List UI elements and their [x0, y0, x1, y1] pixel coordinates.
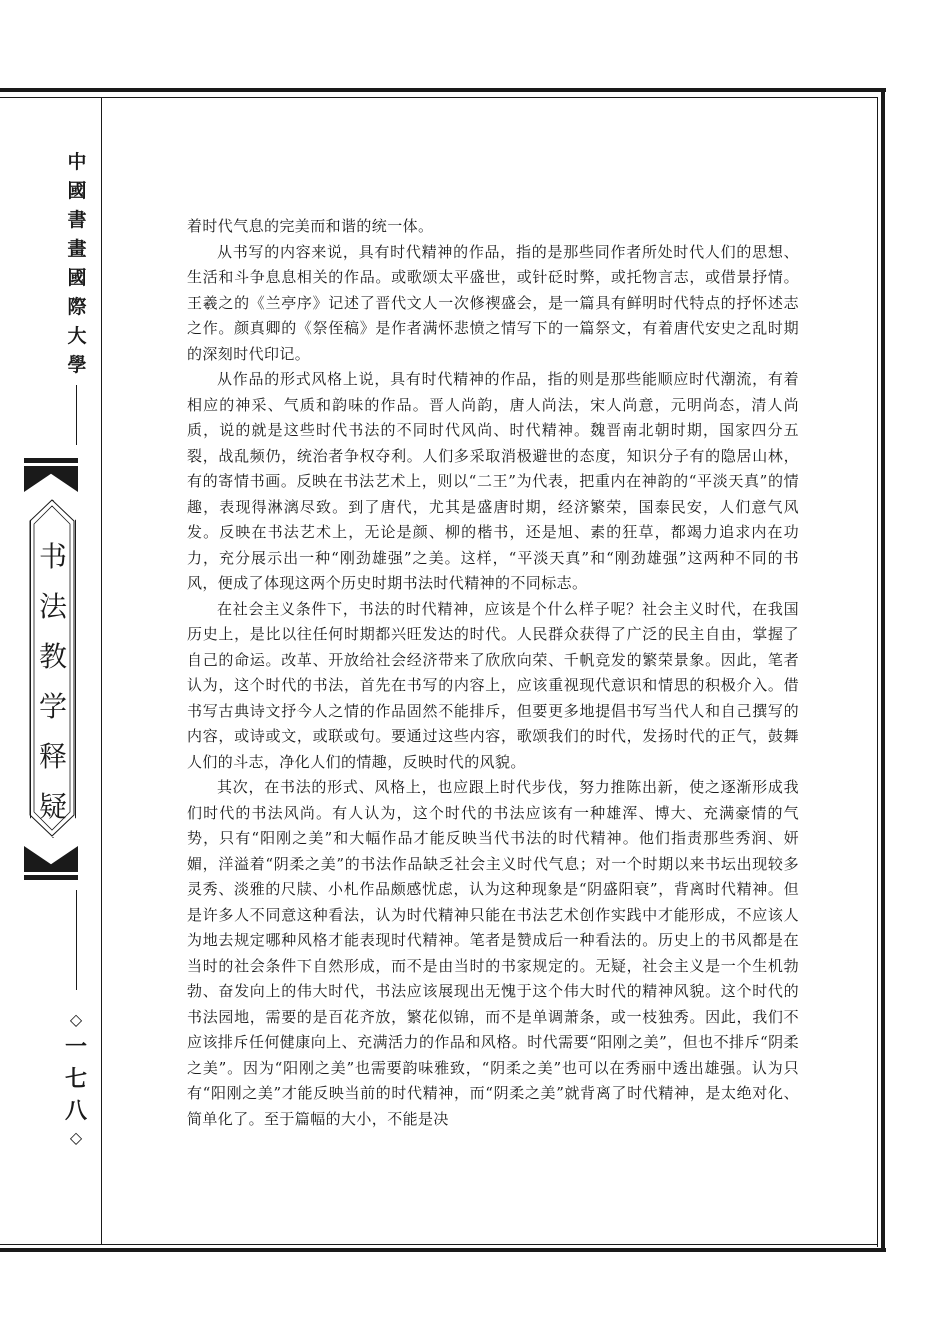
sidebar-rule-upper — [76, 385, 77, 445]
university-char: 畫 — [67, 238, 87, 260]
banner-top-ornament — [24, 458, 78, 492]
university-char: 大 — [67, 325, 87, 347]
book-title-char: 教 — [38, 640, 67, 673]
page-frame-bottom-border — [0, 1248, 886, 1252]
diamond-icon: ◇ — [69, 1128, 83, 1147]
body-text — [187, 214, 799, 1132]
university-char: 國 — [67, 267, 87, 289]
paragraph: 其次，在书法的形式、风格上，也应跟上时代步伐，努力推陈出新，使之逐渐形成我们时代的书法风尚。有人认为，这个时代的书法应该有一种雄浑、博大、充满豪情的气势，只有“阳刚之美”和大幅作品才能反映当代书法的时代精神。他们指责那些秀润、妍媚，洋溢着“阴柔之美”的书法作品缺乏社会主义时代气息；对一个时期以来书坛出现较多灵秀、淡雅的尺牍、小札作品颇感忧虑，认为这种现象是“阴盛阳衰”，背离时代精神。但是许多人不同意这种看法，认为时代精神只能在书法艺术创作实践中才能形成，不应该人为地去规定哪种风格才能表现时代精神。笔者是赞成后一种看法的。历史上的书风都是在当时的社会条件下自然形成，而不是由当时的书家规定的。无疑，社会主义是一个生机勃勃、奋发向上的伟大时代，书法应该展现出无愧于这个伟大时代的精神风貌。这个时代的书法园地，需要的是百花齐放，繁花似锦，而不是单调萧条，或一枝独秀。因此，我们不应该排斥任何健康向上、充满活力的作品和风格。时代需要“阳刚之美”，但也不排斥“阴柔之美”。因为“阳刚之美”也需要韵味雅致，“阴柔之美”也可以在秀丽中透出雄强。认为只有“阳刚之美”才能反映当前的时代精神，而“阴柔之美”就背离了时代精神，是太绝对化、简单化了。至于篇幅的大小，不能是决 — [187, 778, 799, 1128]
book-title-char: 书 — [38, 540, 67, 573]
university-char: 國 — [67, 180, 87, 202]
diamond-icon: ◇ — [69, 1010, 83, 1029]
banner-bottom-ornament — [24, 846, 78, 883]
book-title-char: 法 — [38, 590, 67, 623]
book-title — [30, 532, 76, 832]
page-number-char: 八 — [64, 1098, 87, 1124]
page-frame-top-inner-border — [0, 97, 878, 98]
paragraph: 从作品的形式风格上说，具有时代精神的作品，指的则是那些能顺应时代潮流，有着相应的神采、气质和韵味的作品。晋人尚韵，唐人尚法，宋人尚意，元明尚态，清人尚质，说的就是这些时代书法的不同时代风尚、时代精神。魏晋南北朝时期，国家四分五裂，战乱频仍，统治者争权夺利。人们多采取消极避世的态度，知识分子有的隐居山林，有的寄情书画。反映在书法艺术上，则以“二王”为代表，把重内在神韵的“平淡天真”的情趣，表现得淋漓尽致。到了唐代，尤其是盛唐时期，经济繁荣，国泰民安，人们意气风发。反映在书法艺术上，无论是颜、柳的楷书，还是旭、素的狂草，都竭力追求内在功力，充分展示出一种“刚劲雄强”之美。这样，“平淡天真”和“刚劲雄强”这两种不同的书风，便成了体现这两个历史时期书法时代精神的不同标志。 — [187, 370, 799, 592]
paragraph: 从书写的内容来说，具有时代精神的作品，指的是那些同作者所处时代人们的思想、生活和斗争息息相关的作品。或歌颂太平盛世，或针砭时弊，或托物言志，或借景抒情。王羲之的《兰亭序》记述了晋代文人一次修禊盛会，是一篇具有鲜明时代特点的抒怀述志之作。颜真卿的《祭侄稿》是作者满怀悲愤之情写下的一篇祭文，有着唐代安史之乱时期的深刻时代印记。 — [187, 242, 799, 363]
page-number-char: 一 — [64, 1034, 87, 1060]
page-frame-right-border — [881, 88, 885, 1252]
page-number-char: 七 — [64, 1066, 87, 1092]
university-char: 書 — [67, 209, 87, 231]
university-name — [60, 148, 94, 380]
page-frame-top-border — [0, 88, 886, 92]
university-char: 中 — [67, 151, 87, 173]
sidebar-divider — [101, 98, 102, 1244]
sidebar-rule-lower — [76, 890, 77, 990]
page-frame-bottom-inner-border — [0, 1244, 878, 1245]
paragraph: 在社会主义条件下，书法的时代精神，应该是个什么样子呢？社会主义时代，在我国历史上，是比以往任何时期都兴旺发达的时代。人民群众获得了广泛的民主自由，掌握了自己的命运。改革、开放给社会经济带来了欣欣向荣、千帆竞发的繁荣景象。因此，笔者认为，这个时代的书法，首先在书写的内容上，应该重视现代意识和情思的积极介入。借书写古典诗文抒今人之情的作品固然不能排斥，但要更多地提倡书写当代人和自己撰写的内容，或诗或文，或联或句。要通过这些内容，歌颂我们的时代，发扬时代的正气，鼓舞人们的斗志，净化人们的情趣，反映时代的风貌。 — [187, 599, 799, 771]
page-number — [62, 1009, 90, 1149]
paragraph: 着时代气息的完美而和谐的统一体。 — [187, 217, 434, 235]
university-char: 學 — [67, 354, 87, 376]
book-title-char: 学 — [38, 690, 67, 723]
book-title-char: 释 — [38, 740, 67, 773]
page-frame-right-inner-border — [877, 97, 878, 1247]
book-title-char: 疑 — [38, 790, 67, 823]
university-char: 際 — [67, 296, 87, 318]
